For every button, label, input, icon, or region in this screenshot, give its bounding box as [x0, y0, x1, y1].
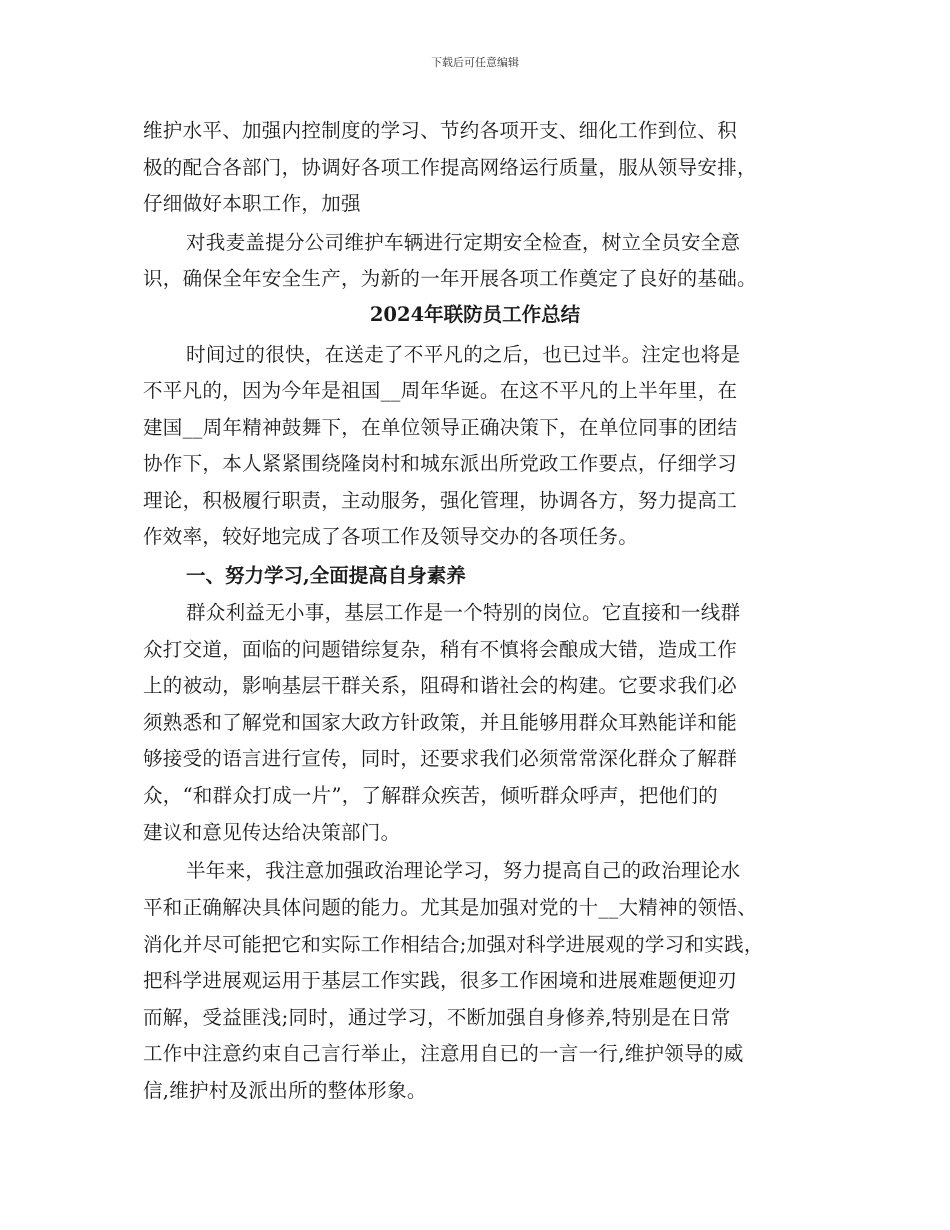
text-line: 工作中注意约束自己言行举止，注意用自已的一言一行,维护领导的威 — [143, 1042, 744, 1065]
text-line: 平和正确解决具体问题的能力。尤其是加强对党的十__大精神的领悟、 — [143, 896, 758, 919]
text-line: 够接受的语言进行宣传，同时，还要求我们必须常常深化群众了解群 — [143, 747, 738, 770]
page-header: 下载后可任意编辑 — [431, 56, 519, 69]
text-line: 对我麦盖提分公司维护车辆进行定期安全检查，树立全员安全意 — [186, 231, 741, 254]
text-line: 时间过的很快，在送走了不平凡的之后，也已过半。注定也将是 — [186, 343, 741, 366]
text-line: 众，“和群众打成一片”，了解群众疾苦，倾听群众呼声，把他们的 — [143, 784, 718, 807]
text-line: 把科学进展观运用于基层工作实践，很多工作困境和进展难题便迎刃 — [143, 969, 738, 992]
text-line: 仔细做好本职工作，加强 — [143, 192, 361, 215]
text-line: 识，确保全年安全生产，为新的一年开展各项工作奠定了良好的基础。 — [143, 267, 757, 290]
text-line: 消化并尽可能把它和实际工作相结合;加强对科学进展观的学习和实践， — [143, 933, 764, 956]
document-title: 2024年联防员工作总结 — [369, 303, 581, 326]
text-line: 理论，积极履行职责，主动服务，强化管理，协调各方，努力提高工 — [143, 489, 738, 512]
text-line: 建国__周年精神鼓舞下，在单位领导正确决策下，在单位同事的团结 — [143, 416, 738, 439]
text-line: 作效率，较好地完成了各项工作及领导交办的各项任务。 — [143, 525, 639, 548]
text-line: 半年来，我注意加强政治理论学习，努力提高自己的政治理论水 — [186, 859, 741, 882]
text-line: 群众利益无小事，基层工作是一个特别的岗位。它直接和一线群 — [186, 601, 741, 624]
text-line: 须熟悉和了解党和国家大政方针政策，并且能够用群众耳熟能详和能 — [143, 711, 738, 734]
text-line: 极的配合各部门，协调好各项工作提高网络运行质量，服从领导安排， — [143, 156, 757, 179]
text-line: 协作下，本人紧紧围绕隆岗村和城东派出所党政工作要点，仔细学习 — [143, 452, 738, 475]
text-line: 维护水平、加强内控制度的学习、节约各项开支、细化工作到位、积 — [143, 119, 738, 142]
text-line: 建议和意见传达给决策部门。 — [143, 821, 401, 844]
text-line: 而解，受益匪浅;同时，通过学习，不断加强自身修养,特别是在日常 — [143, 1006, 731, 1029]
section-heading: 一、努力学习,全面提高自身素养 — [186, 564, 466, 587]
text-line: 信,维护村及派出所的整体形象。 — [143, 1079, 427, 1102]
text-line: 上的被动，影响基层干群关系，阻碍和谐社会的构建。它要求我们必 — [143, 674, 738, 697]
text-line: 不平凡的，因为今年是祖国__周年华诞。在这不平凡的上半年里，在 — [143, 379, 738, 402]
text-line: 众打交道，面临的问题错综复杂，稍有不慎将会酿成大错，造成工作 — [143, 638, 738, 661]
